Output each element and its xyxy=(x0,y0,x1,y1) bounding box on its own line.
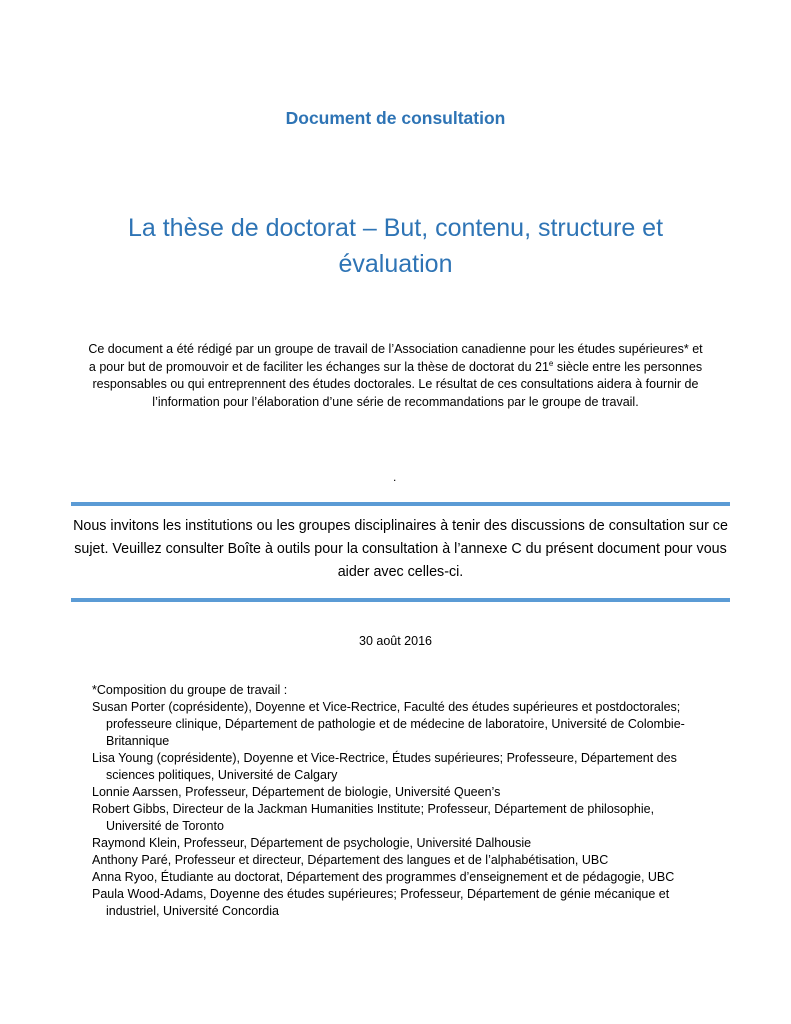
member-entry: Susan Porter (coprésidente), Doyenne et Vice-Rectrice, Faculté des études supérieures et postdoctorales; professeure clinique, Département de pathologie et de médecine de laboratoire, Université de Colombie-Britannique xyxy=(92,700,685,748)
member-entry: Anna Ryoo, Étudiante au doctorat, Département des programmes d’enseignement et de pédagogie, UBC xyxy=(92,870,675,884)
intro-text-2: siècle entre les personnes responsables ou qui entreprennent des études doctorales. Le résultat de ces consultations aidera à fournir de l’information pour l’élaboration d’une série de recommandations par le groupe de travail. xyxy=(92,359,703,409)
intro-superscript: e xyxy=(548,358,554,368)
member-entry: Lonnie Aarssen, Professeur, Département de biologie, Université Queen’s xyxy=(92,785,501,799)
invitation-paragraph: Nous invitons les institutions ou les groupes disciplinaires à tenir des discussions de consultation sur ce sujet. Veuillez consulter Boîte à outils pour la consultation à l’annexe C du présent document pour vous aider avec celles-ci. xyxy=(73,518,728,580)
top-rule xyxy=(71,502,730,506)
member-entry: Robert Gibbs, Directeur de la Jackman Humanities Institute; Professeur, Département de philosophie, Université de Toronto xyxy=(92,802,655,833)
title-line-2: évaluation xyxy=(338,250,453,278)
document-kicker: Document de consultation xyxy=(285,108,506,128)
intro-text-1: Ce document a été rédigé par un groupe de travail de l’Association canadienne pour les études supérieures* et a pour but de promouvoir et de faciliter les échanges sur la thèse de doctorat du 21 xyxy=(88,342,703,374)
composition-heading: *Composition du groupe de travail : xyxy=(92,683,288,697)
member-entry: Lisa Young (coprésidente), Doyenne et Vice-Rectrice, Études supérieures; Professeure, Département des sciences politiques, Université de Calgary xyxy=(92,751,677,782)
document-date: 30 août 2016 xyxy=(359,634,432,648)
bottom-rule xyxy=(71,598,730,602)
document-title xyxy=(90,210,701,282)
composition-section xyxy=(92,682,712,920)
member-entry: Anthony Paré, Professeur et directeur, Département des langues et de l’alphabétisation, UBC xyxy=(92,853,609,867)
intro-paragraph xyxy=(88,341,703,411)
member-entry: Paula Wood-Adams, Doyenne des études supérieures; Professeur, Département de génie mécanique et industriel, Université Concordia xyxy=(92,887,670,918)
separator-dot: . xyxy=(393,470,397,484)
member-entry: Raymond Klein, Professeur, Département de psychologie, Université Dalhousie xyxy=(92,836,532,850)
title-line-1: La thèse de doctorat – But, contenu, structure et xyxy=(127,214,664,242)
